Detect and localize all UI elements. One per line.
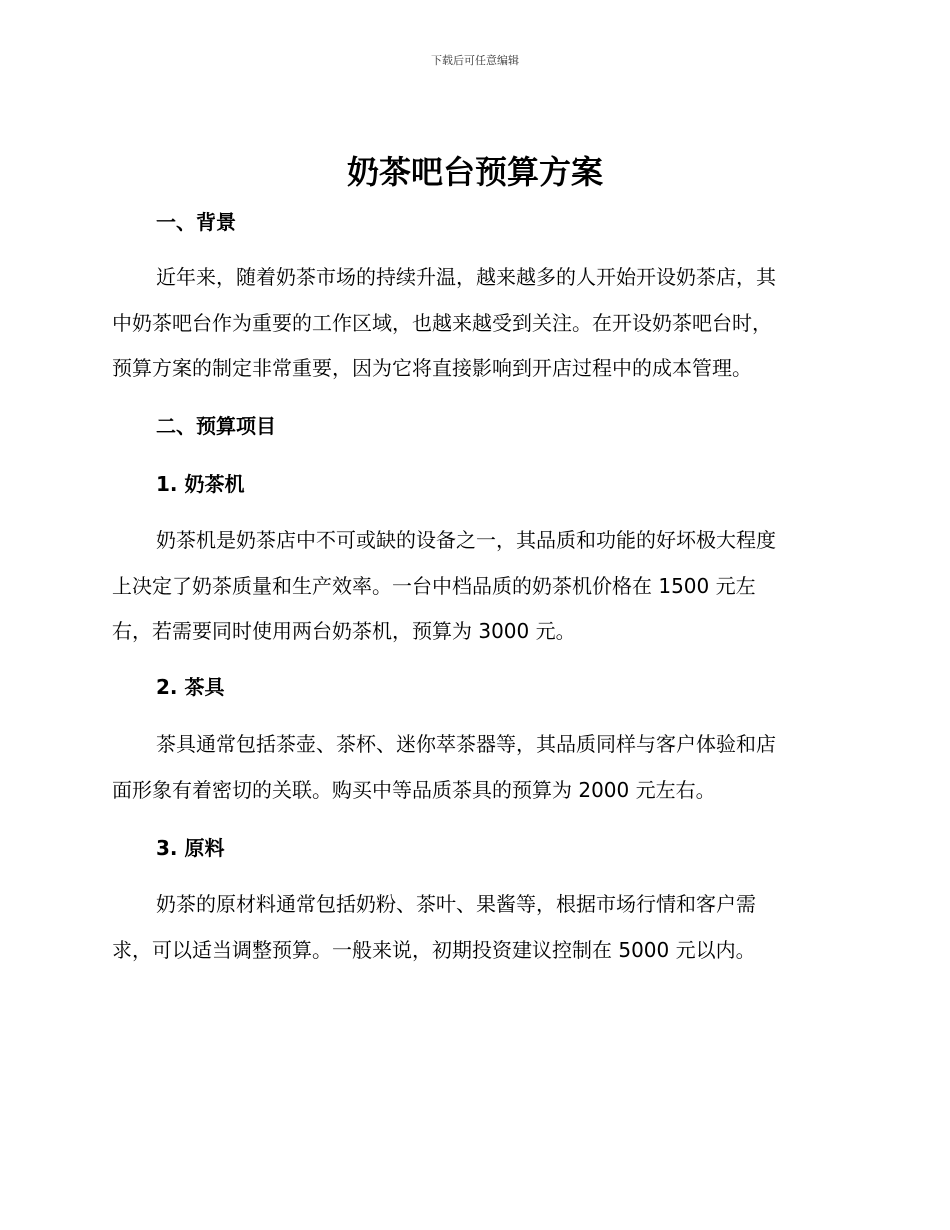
- header-note: 下载后可任意编辑: [431, 54, 519, 67]
- paragraph-line: 近年来，随着奶茶市场的持续升温，越来越多的人开始开设奶茶店，其: [156, 265, 776, 289]
- section-heading-background: 一、背景: [156, 210, 236, 234]
- paragraph-background: [112, 255, 834, 392]
- paragraph-line: 求，可以适当调整预算。一般来说，初期投资建议控制在 5000 元以内。: [112, 937, 756, 962]
- paragraph-line: 茶具通常包括茶壶、茶杯、迷你萃茶器等，其品质同样与客户体验和店: [156, 732, 776, 756]
- paragraph-line: 上决定了奶茶质量和生产效率。一台中档品质的奶茶机价格在 1500 元左: [112, 573, 756, 598]
- paragraph-milk-tea-machine: [112, 518, 834, 655]
- section-heading-ingredients: 3. 原料: [156, 836, 225, 860]
- paragraph-line: 面形象有着密切的关联。购买中等品质茶具的预算为 2000 元左右。: [112, 777, 716, 802]
- paragraph-tea-set: [112, 722, 834, 813]
- page-title: 奶茶吧台预算方案: [346, 153, 603, 191]
- section-heading-tea-set: 2. 茶具: [156, 675, 225, 699]
- paragraph-ingredients: [112, 882, 834, 973]
- paragraph-line: 右，若需要同时使用两台奶茶机，预算为 3000 元。: [112, 619, 576, 643]
- paragraph-line: 中奶茶吧台作为重要的工作区域，也越来越受到关注。在开设奶茶吧台时，: [112, 310, 772, 335]
- paragraph-line: 奶茶机是奶茶店中不可或缺的设备之一，其品质和功能的好坏极大程度: [156, 528, 776, 552]
- section-heading-budget-items: 二、预算项目: [156, 414, 276, 438]
- paragraph-line: 奶茶的原材料通常包括奶粉、茶叶、果酱等，根据市场行情和客户需: [156, 892, 756, 916]
- paragraph-line: 预算方案的制定非常重要，因为它将直接影响到开店过程中的成本管理。: [112, 356, 752, 380]
- section-heading-milk-tea-machine: 1. 奶茶机: [156, 472, 245, 496]
